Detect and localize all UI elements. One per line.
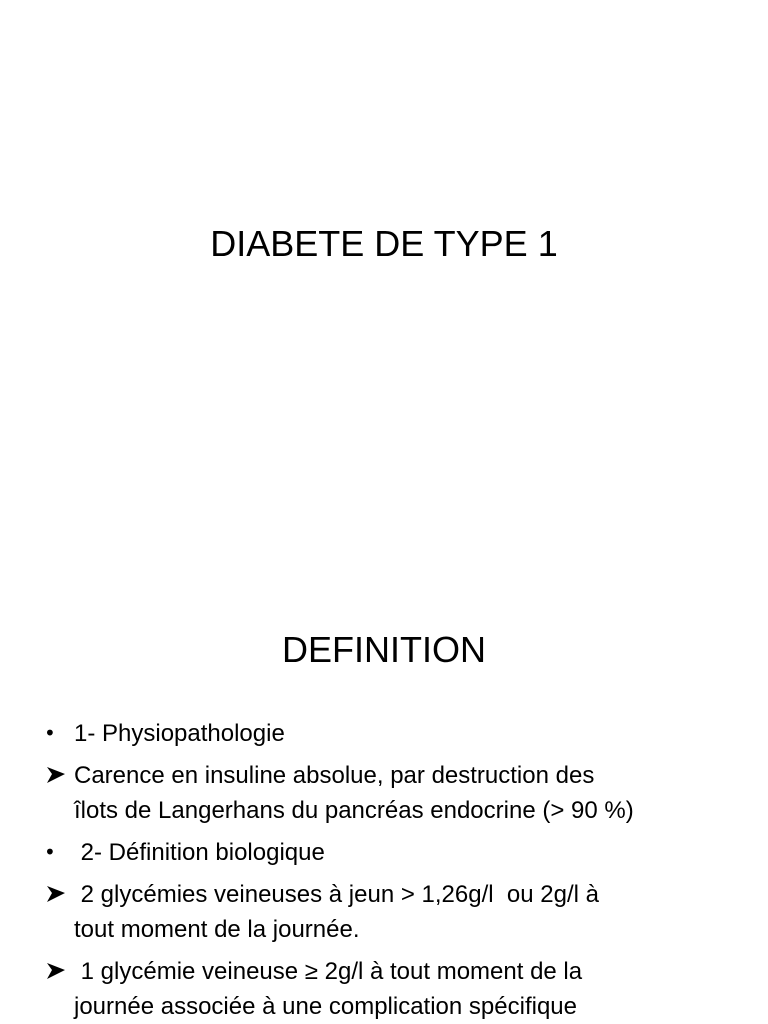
list-item-text: journée associée à une complication spécifique <box>74 993 577 1020</box>
list-item-text: 1 glycémie veineuse ≥ 2g/l à tout moment de la <box>74 958 583 985</box>
definition-list <box>0 716 768 1024</box>
slide-title: DIABETE DE TYPE 1 <box>210 223 558 264</box>
bullet-icon: • <box>44 840 56 864</box>
list-item-text: tout moment de la journée. <box>74 916 360 943</box>
bullet-icon: • <box>44 721 56 745</box>
list-item-text: îlots de Langerhans du pancréas endocrine (> 90 %) <box>74 797 634 824</box>
list-item <box>0 716 768 751</box>
list-item-text: 2- Définition biologique <box>74 839 325 866</box>
slide-title: DEFINITION <box>282 629 486 670</box>
list-item-text: Carence en insuline absolue, par destruction des <box>74 762 595 789</box>
list-item <box>0 877 768 947</box>
list-item-text: 1- Physiopathologie <box>74 720 285 747</box>
list-item <box>0 954 768 1024</box>
list-item-text: 2 glycémies veineuses à jeun > 1,26g/l ou 2g/l à <box>74 881 599 908</box>
slide-2 <box>0 576 768 1024</box>
list-item <box>0 835 768 870</box>
list-item <box>0 758 768 828</box>
